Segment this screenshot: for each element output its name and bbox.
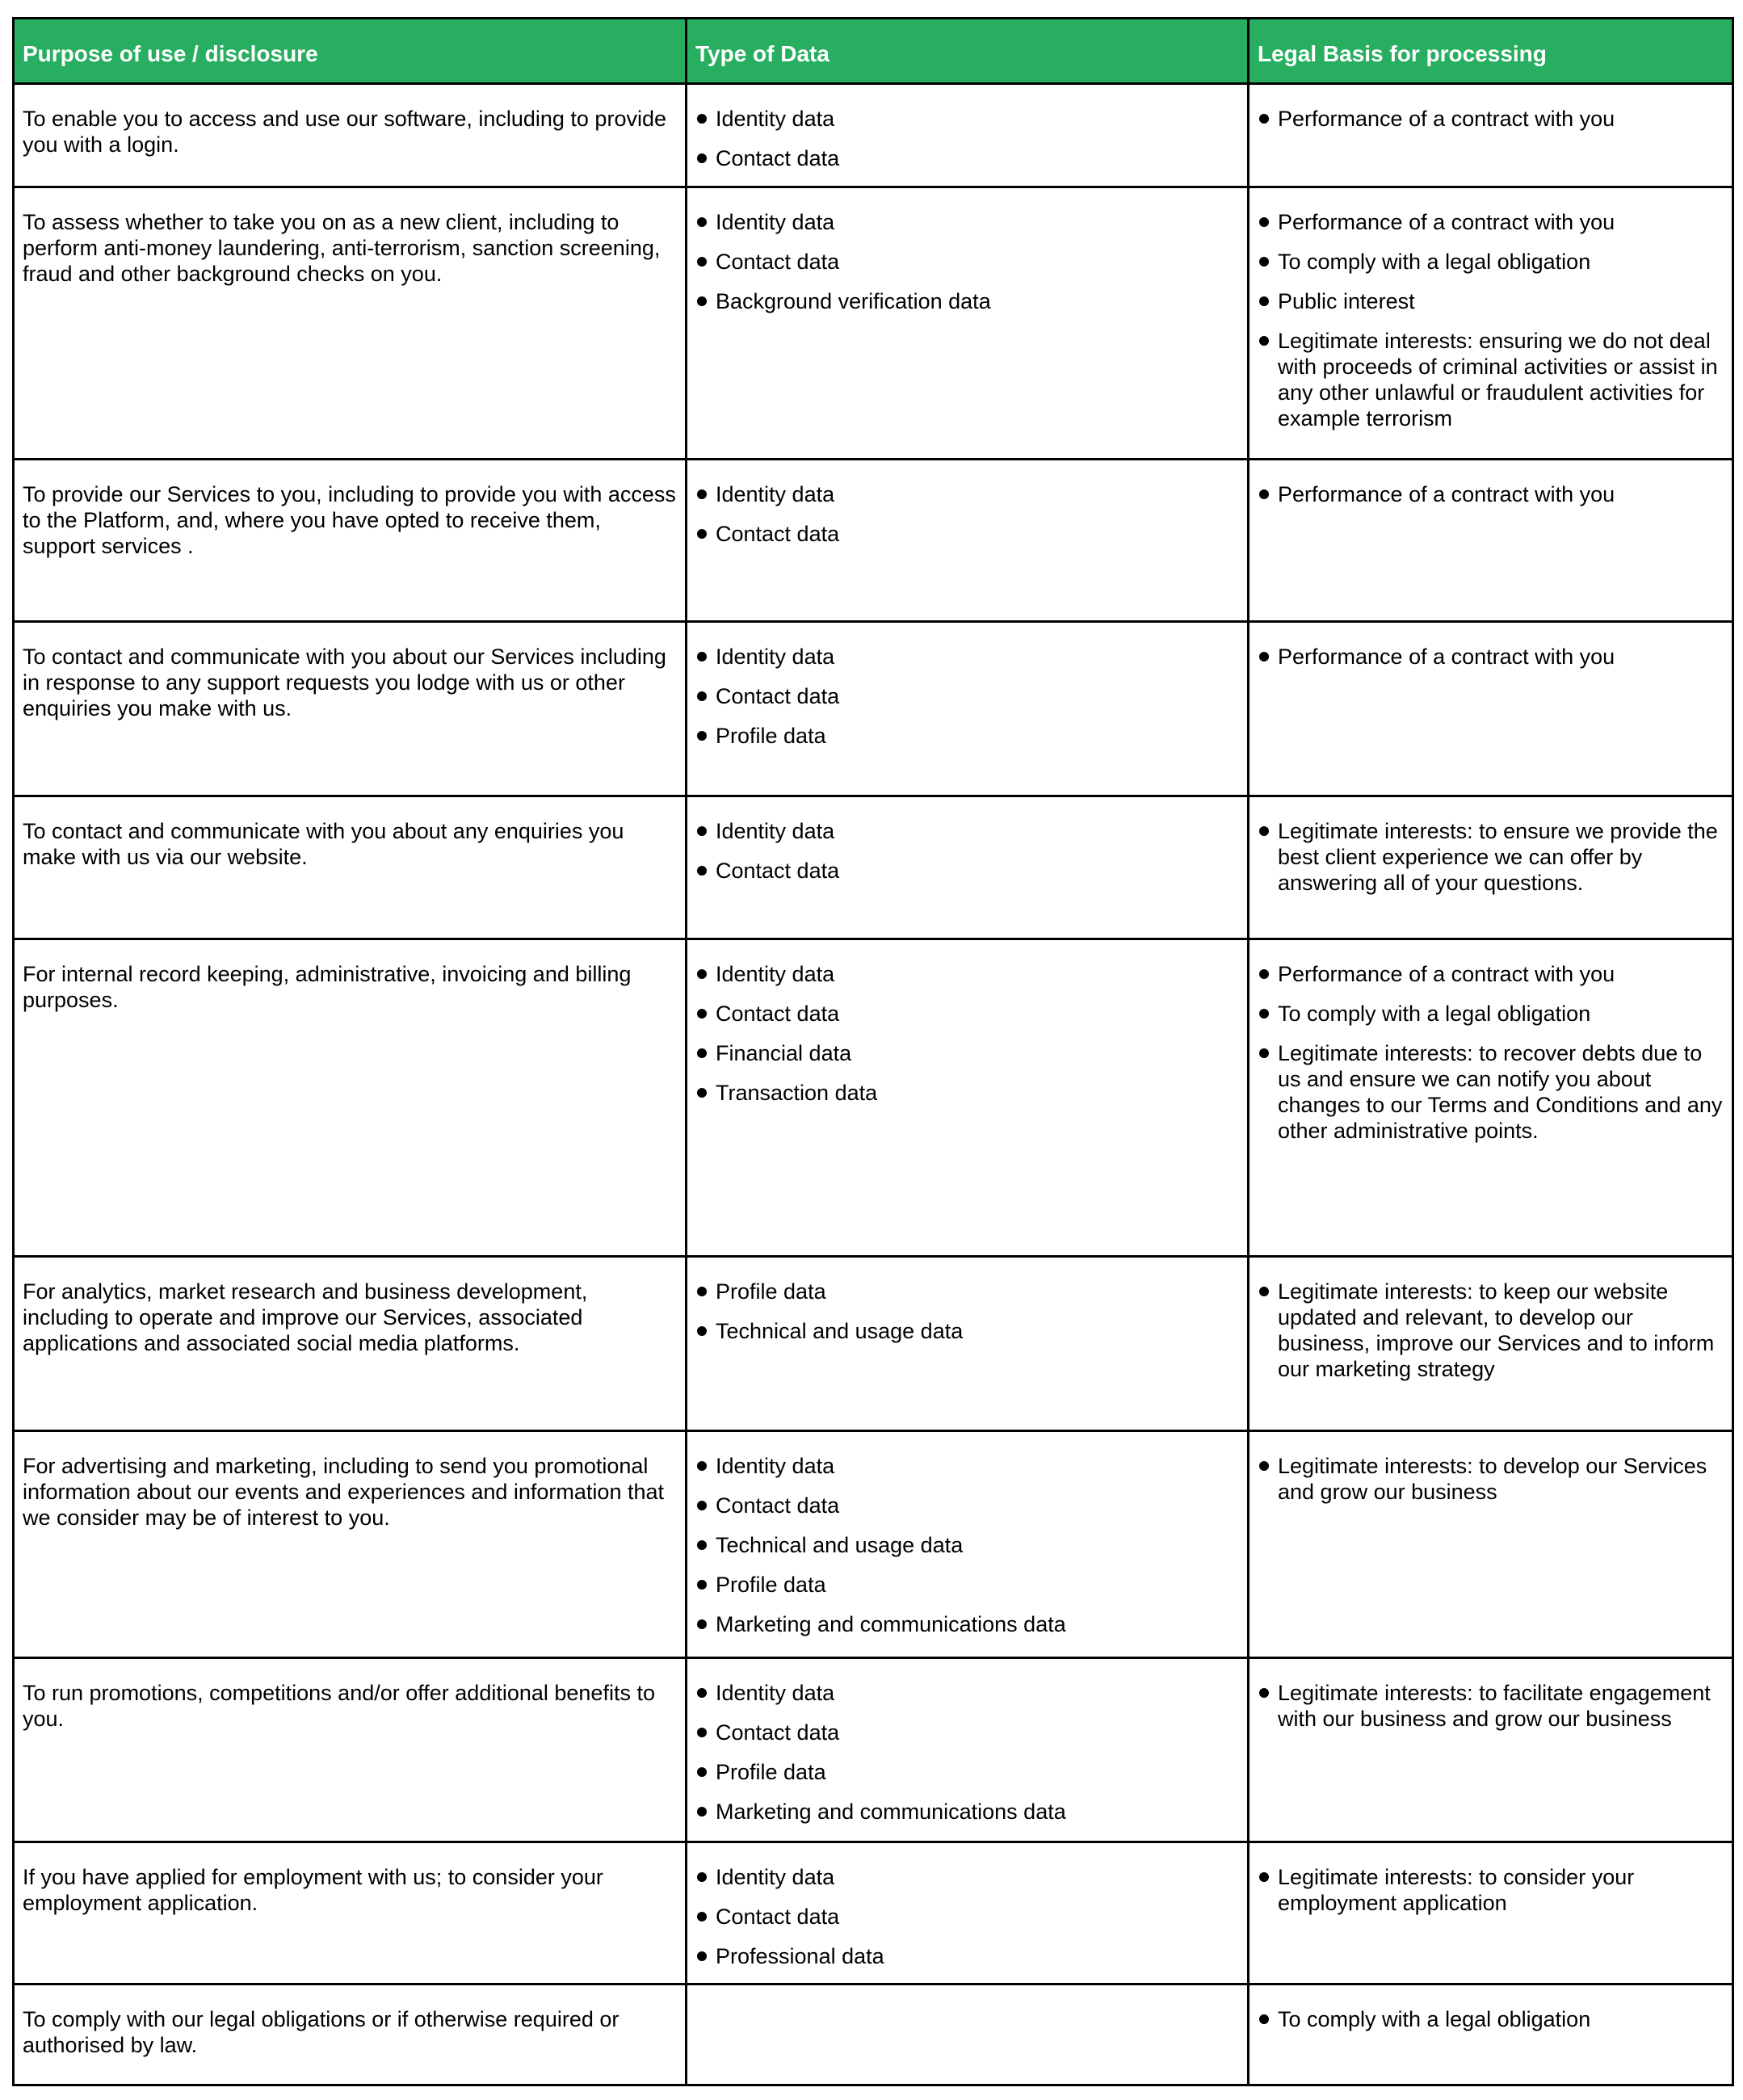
data-type-item xyxy=(695,1318,1239,1344)
type-of-data-cell xyxy=(687,84,1249,187)
type-of-data-cell xyxy=(687,622,1249,796)
bullet-icon xyxy=(1259,257,1269,267)
bullet-icon xyxy=(1259,826,1269,836)
bullet-icon xyxy=(1259,114,1269,124)
purpose-cell: To contact and communicate with you about our Services including in response to any support requests you lodge with us or other enquiries you make with us. xyxy=(14,622,687,796)
table-header-row xyxy=(14,19,1733,84)
bullet-icon xyxy=(697,826,707,836)
legal-basis-item-text: Public interest xyxy=(1278,289,1415,313)
legal-basis-cell-list xyxy=(1258,644,1724,670)
data-type-item xyxy=(695,1943,1239,1969)
data-type-item xyxy=(695,521,1239,547)
data-type-item xyxy=(695,1904,1239,1930)
legal-basis-item-text: Legitimate interests: to facilitate engagement with our business and grow our business xyxy=(1278,1681,1711,1731)
legal-basis-cell-list xyxy=(1258,1453,1724,1505)
data-type-item-text: Technical and usage data xyxy=(716,1533,964,1557)
data-type-item-text: Professional data xyxy=(716,1944,884,1968)
legal-basis-cell xyxy=(1249,1431,1733,1658)
type-of-data-cell-list xyxy=(695,818,1239,884)
table-row xyxy=(14,460,1733,622)
bullet-icon xyxy=(697,1088,707,1098)
table-row xyxy=(14,1431,1733,1658)
legal-basis-cell-list xyxy=(1258,1279,1724,1382)
bullet-icon xyxy=(697,1807,707,1816)
data-type-item xyxy=(695,106,1239,132)
legal-basis-item xyxy=(1258,288,1724,314)
data-type-item-text: Contact data xyxy=(716,146,840,170)
type-of-data-cell xyxy=(687,796,1249,939)
data-type-item-text: Contact data xyxy=(716,1002,840,1026)
data-type-item xyxy=(695,1453,1239,1479)
purpose-cell: To contact and communicate with you about any enquiries you make with us via our website. xyxy=(14,796,687,939)
data-type-item-text: Identity data xyxy=(716,107,835,131)
bullet-icon xyxy=(697,489,707,499)
legal-basis-item xyxy=(1258,1040,1724,1144)
data-type-item-text: Contact data xyxy=(716,1493,840,1518)
type-of-data-cell-list xyxy=(695,1453,1239,1637)
bullet-icon xyxy=(697,1461,707,1471)
bullet-icon xyxy=(1259,1872,1269,1882)
purpose-cell: To assess whether to take you on as a new client, including to perform anti-money laundering, anti-terrorism, sanction screening, fraud and other background checks on you. xyxy=(14,187,687,460)
legal-basis-item-text: Legitimate interests: to keep our website updated and relevant, to develop our business, improve our Services and to inform our marketing strategy xyxy=(1278,1279,1715,1381)
data-type-item xyxy=(695,858,1239,884)
data-type-item xyxy=(695,1493,1239,1518)
type-of-data-cell xyxy=(687,1257,1249,1431)
purpose-cell: To run promotions, competitions and/or offer additional benefits to you. xyxy=(14,1658,687,1842)
data-type-item xyxy=(695,1680,1239,1706)
legal-basis-cell-list xyxy=(1258,481,1724,507)
data-type-item xyxy=(695,1532,1239,1558)
bullet-icon xyxy=(697,731,707,741)
data-type-item-text: Transaction data xyxy=(716,1081,878,1105)
purpose-cell: If you have applied for employment with us; to consider your employment application. xyxy=(14,1842,687,1984)
bullet-icon xyxy=(697,1728,707,1737)
legal-basis-item xyxy=(1258,1279,1724,1382)
legal-basis-item-text: Performance of a contract with you xyxy=(1278,645,1615,669)
legal-basis-item-text: To comply with a legal obligation xyxy=(1278,2007,1591,2031)
legal-basis-item-text: Performance of a contract with you xyxy=(1278,482,1615,506)
bullet-icon xyxy=(697,1872,707,1882)
bullet-icon xyxy=(1259,1461,1269,1471)
bullet-icon xyxy=(697,114,707,124)
legal-basis-cell xyxy=(1249,1658,1733,1842)
table-row xyxy=(14,84,1733,187)
type-of-data-cell-list xyxy=(695,644,1239,749)
legal-basis-cell-list xyxy=(1258,961,1724,1144)
table-row xyxy=(14,187,1733,460)
bullet-icon xyxy=(697,691,707,701)
purpose-cell: For advertising and marketing, including to send you promotional information about our events and experiences and information that we consider may be of interest to you. xyxy=(14,1431,687,1658)
data-type-item xyxy=(695,209,1239,235)
legal-basis-cell xyxy=(1249,796,1733,939)
data-type-item-text: Identity data xyxy=(716,482,835,506)
data-type-item xyxy=(695,1864,1239,1890)
data-type-item-text: Contact data xyxy=(716,522,840,546)
data-type-item xyxy=(695,683,1239,709)
purpose-cell: To comply with our legal obligations or if otherwise required or authorised by law. xyxy=(14,1984,687,2085)
bullet-icon xyxy=(1259,2014,1269,2024)
legal-basis-item-text: Legitimate interests: ensuring we do not deal with proceeds of criminal activities or assist in any other unlawful or fraudulent activities for example terrorism xyxy=(1278,329,1718,430)
data-type-item xyxy=(695,481,1239,507)
legal-basis-cell xyxy=(1249,1984,1733,2085)
bullet-icon xyxy=(1259,217,1269,227)
data-type-item-text: Contact data xyxy=(716,859,840,883)
table-row xyxy=(14,1842,1733,1984)
purpose-cell: To provide our Services to you, including to provide you with access to the Platform, and, where you have opted to receive them, support services . xyxy=(14,460,687,622)
data-type-item xyxy=(695,961,1239,987)
legal-basis-cell-list xyxy=(1258,1680,1724,1732)
legal-basis-item xyxy=(1258,209,1724,235)
data-type-item xyxy=(695,1040,1239,1066)
legal-basis-cell xyxy=(1249,622,1733,796)
legal-basis-item xyxy=(1258,1001,1724,1027)
data-type-item xyxy=(695,288,1239,314)
bullet-icon xyxy=(1259,1009,1269,1018)
legal-basis-item-text: Performance of a contract with you xyxy=(1278,107,1615,131)
bullet-icon xyxy=(697,1619,707,1629)
legal-basis-item xyxy=(1258,1680,1724,1732)
bullet-icon xyxy=(697,1688,707,1698)
legal-basis-item-text: Legitimate interests: to consider your employment application xyxy=(1278,1865,1635,1915)
bullet-icon xyxy=(697,529,707,539)
type-of-data-cell xyxy=(687,1658,1249,1842)
data-type-item xyxy=(695,1799,1239,1825)
type-of-data-cell-list xyxy=(695,209,1239,314)
data-type-item xyxy=(695,818,1239,844)
table-body xyxy=(14,84,1733,2085)
type-of-data-cell xyxy=(687,187,1249,460)
type-of-data-cell xyxy=(687,460,1249,622)
type-of-data-cell xyxy=(687,1842,1249,1984)
bullet-icon xyxy=(697,217,707,227)
data-type-item-text: Identity data xyxy=(716,1454,835,1478)
table-row xyxy=(14,796,1733,939)
bullet-icon xyxy=(697,969,707,979)
type-of-data-cell xyxy=(687,1984,1249,2085)
type-of-data-cell-list xyxy=(695,106,1239,171)
bullet-icon xyxy=(1259,1688,1269,1698)
legal-basis-cell xyxy=(1249,460,1733,622)
data-type-item-text: Contact data xyxy=(716,1720,840,1745)
data-type-item-text: Contact data xyxy=(716,250,840,274)
type-of-data-cell xyxy=(687,939,1249,1257)
header-type-of-data: Type of Data xyxy=(687,19,1249,84)
data-type-item-text: Identity data xyxy=(716,962,835,986)
bullet-icon xyxy=(697,1048,707,1058)
table-row xyxy=(14,1658,1733,1842)
purpose-cell: For internal record keeping, administrative, invoicing and billing purposes. xyxy=(14,939,687,1257)
table-row xyxy=(14,939,1733,1257)
data-type-item xyxy=(695,1572,1239,1598)
bullet-icon xyxy=(697,1501,707,1510)
legal-basis-cell xyxy=(1249,187,1733,460)
bullet-icon xyxy=(697,1287,707,1296)
data-type-item xyxy=(695,145,1239,171)
bullet-icon xyxy=(1259,969,1269,979)
legal-basis-item xyxy=(1258,106,1724,132)
legal-basis-item xyxy=(1258,644,1724,670)
legal-basis-item xyxy=(1258,249,1724,275)
bullet-icon xyxy=(1259,652,1269,662)
bullet-icon xyxy=(1259,1287,1269,1296)
legal-basis-cell-list xyxy=(1258,2006,1724,2032)
bullet-icon xyxy=(697,1951,707,1961)
bullet-icon xyxy=(697,652,707,662)
purpose-cell: To enable you to access and use our software, including to provide you with a login. xyxy=(14,84,687,187)
bullet-icon xyxy=(697,1912,707,1922)
legal-basis-item xyxy=(1258,328,1724,431)
data-type-item-text: Contact data xyxy=(716,684,840,708)
data-type-item xyxy=(695,1279,1239,1304)
bullet-icon xyxy=(697,1540,707,1550)
header-purpose: Purpose of use / disclosure xyxy=(14,19,687,84)
data-type-item xyxy=(695,249,1239,275)
legal-basis-cell xyxy=(1249,1842,1733,1984)
table-row xyxy=(14,1984,1733,2085)
data-processing-table xyxy=(12,17,1734,2086)
legal-basis-item xyxy=(1258,818,1724,896)
type-of-data-cell-list xyxy=(695,481,1239,547)
bullet-icon xyxy=(697,153,707,163)
data-type-item xyxy=(695,1611,1239,1637)
legal-basis-item xyxy=(1258,2006,1724,2032)
legal-basis-item-text: Performance of a contract with you xyxy=(1278,962,1615,986)
legal-basis-item xyxy=(1258,1864,1724,1916)
type-of-data-cell-list xyxy=(695,1680,1239,1825)
bullet-icon xyxy=(697,257,707,267)
type-of-data-cell xyxy=(687,1431,1249,1658)
legal-basis-cell-list xyxy=(1258,818,1724,896)
legal-basis-item-text: To comply with a legal obligation xyxy=(1278,250,1591,274)
data-type-item-text: Identity data xyxy=(716,210,835,234)
legal-basis-item-text: To comply with a legal obligation xyxy=(1278,1002,1591,1026)
data-type-item-text: Background verification data xyxy=(716,289,991,313)
table-row xyxy=(14,622,1733,796)
legal-basis-item-text: Performance of a contract with you xyxy=(1278,210,1615,234)
data-type-item-text: Financial data xyxy=(716,1041,852,1065)
legal-basis-cell xyxy=(1249,84,1733,187)
data-type-item-text: Profile data xyxy=(716,724,826,748)
data-type-item xyxy=(695,1759,1239,1785)
legal-basis-item xyxy=(1258,961,1724,987)
bullet-icon xyxy=(697,866,707,876)
header-legal-basis: Legal Basis for processing xyxy=(1249,19,1733,84)
bullet-icon xyxy=(697,1767,707,1777)
data-type-item xyxy=(695,1080,1239,1106)
bullet-icon xyxy=(1259,489,1269,499)
data-type-item-text: Technical and usage data xyxy=(716,1319,964,1343)
data-type-item-text: Profile data xyxy=(716,1279,826,1304)
legal-basis-cell xyxy=(1249,1257,1733,1431)
legal-basis-cell-list xyxy=(1258,106,1724,132)
legal-basis-item xyxy=(1258,481,1724,507)
data-type-item-text: Profile data xyxy=(716,1760,826,1784)
data-type-item-text: Profile data xyxy=(716,1573,826,1597)
legal-basis-item-text: Legitimate interests: to ensure we provide the best client experience we can offer by answering all of your questions. xyxy=(1278,819,1718,895)
type-of-data-cell-list xyxy=(695,1864,1239,1969)
data-type-item-text: Marketing and communications data xyxy=(716,1800,1066,1824)
data-type-item-text: Marketing and communications data xyxy=(716,1612,1066,1636)
data-type-item-text: Identity data xyxy=(716,819,835,843)
data-type-item-text: Identity data xyxy=(716,1865,835,1889)
legal-basis-item-text: Legitimate interests: to recover debts due to us and ensure we can notify you about changes to our Terms and Conditions and any other administrative points. xyxy=(1278,1041,1723,1143)
type-of-data-cell-list xyxy=(695,1279,1239,1344)
legal-basis-item xyxy=(1258,1453,1724,1505)
legal-basis-cell xyxy=(1249,939,1733,1257)
bullet-icon xyxy=(697,1580,707,1590)
bullet-icon xyxy=(697,1009,707,1018)
type-of-data-cell-list xyxy=(695,961,1239,1106)
legal-basis-cell-list xyxy=(1258,209,1724,431)
bullet-icon xyxy=(1259,336,1269,346)
bullet-icon xyxy=(697,1326,707,1336)
table-row xyxy=(14,1257,1733,1431)
legal-basis-item-text: Legitimate interests: to develop our Services and grow our business xyxy=(1278,1454,1707,1504)
data-type-item xyxy=(695,1720,1239,1745)
bullet-icon xyxy=(1259,1048,1269,1058)
data-type-item-text: Identity data xyxy=(716,1681,835,1705)
bullet-icon xyxy=(1259,296,1269,306)
data-type-item-text: Contact data xyxy=(716,1905,840,1929)
data-type-item xyxy=(695,723,1239,749)
bullet-icon xyxy=(697,296,707,306)
legal-basis-cell-list xyxy=(1258,1864,1724,1916)
data-type-item-text: Identity data xyxy=(716,645,835,669)
data-type-item xyxy=(695,1001,1239,1027)
data-type-item xyxy=(695,644,1239,670)
purpose-cell: For analytics, market research and business development, including to operate and improve our Services, associated applications and associated social media platforms. xyxy=(14,1257,687,1431)
